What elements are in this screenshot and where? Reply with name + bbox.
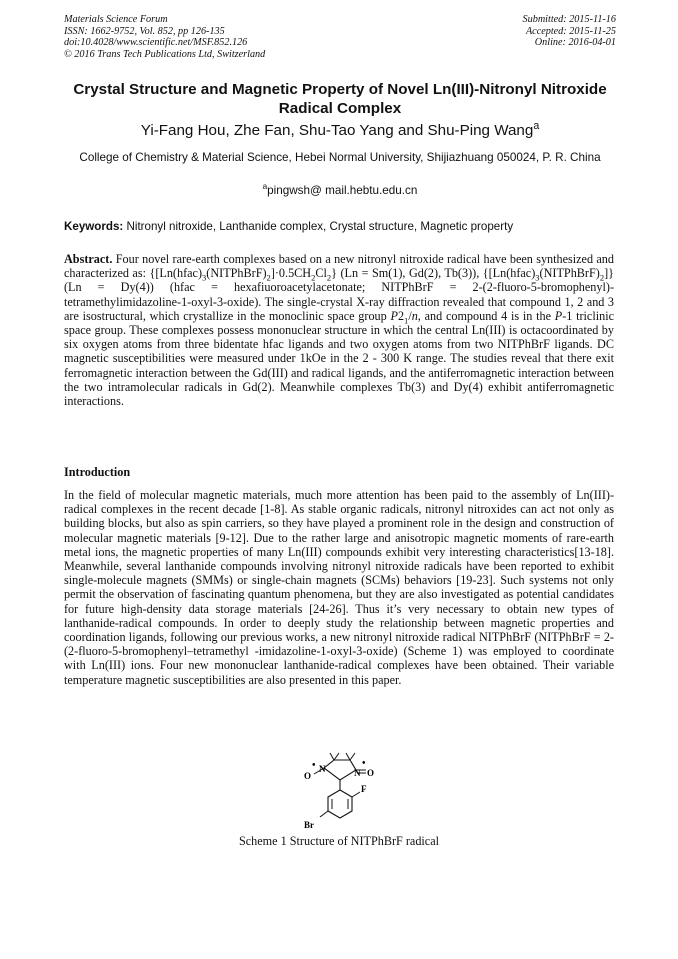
atom-o-right: O xyxy=(367,768,375,778)
abstract-text: ]·0.5CH xyxy=(270,266,312,281)
atom-n-left: N xyxy=(319,764,326,774)
scheme-caption: Scheme 1 Structure of NITPhBrF radical xyxy=(238,834,440,848)
section-heading-introduction: Introduction xyxy=(64,465,131,479)
atom-o-left: O xyxy=(304,771,312,781)
abstract-text: } (Ln = Sm(1), Gd(2), Tb(3)), {[Ln(hfac) xyxy=(331,266,536,281)
author-list xyxy=(64,119,616,139)
abstract-label: Abstract. xyxy=(64,252,113,266)
abstract-italic: P xyxy=(390,308,398,323)
abstract-text: Cl xyxy=(315,266,327,281)
abstract xyxy=(64,252,614,408)
subscript: 2 xyxy=(266,272,271,283)
abstract-italic: P xyxy=(554,308,563,323)
email-address: pingwsh@ mail.hebtu.edu.cn xyxy=(267,184,418,197)
affiliation: College of Chemistry & Material Science, Hebei Normal University, Shijiazhuang 050024, P. R. China xyxy=(79,151,601,164)
submitted-date: Submitted: 2015-11-16 xyxy=(522,14,616,25)
subscript: 2 xyxy=(599,272,605,283)
abstract-text: , and compound 4 is in the xyxy=(417,308,555,323)
corresponding-email xyxy=(64,184,616,197)
abstract-text: (NITPhBrF) xyxy=(539,266,600,281)
paper-title: Crystal Structure and Magnetic Property of Novel Ln(III)-Nitronyl Nitroxide Radical Complex xyxy=(73,81,607,117)
abstract-text: -1 triclinic space group. These complexes possess mononuclear structure in which the central Ln(III) is octacoordinated by six oxygen atoms from three bidentate hfac ligands and two oxygen atoms from two NITPhBrF ligands. DC magnetic susceptibilities were measured under 1kOe in the 2 - 300 K range. The studies reveal that there exit ferromagnetic interaction between the Gd(III) and radical ligands, and the antiferromagnetic interaction between the two intramolecular radicals in Gd(2). Meanwhile complexes Tb(3) and Dy(4) exhibit antiferromagnetic interactions. xyxy=(64,308,615,409)
keywords xyxy=(64,220,616,233)
journal-doi: doi:10.4028/www.scientific.net/MSF.852.126 xyxy=(64,37,248,49)
introduction-text: In the field of molecular magnetic materials, much more attention has been paid to the assembly of Ln(III)-radical complexes in the recent decade [1-8]. As stable organic radicals, nitronyl nitroxides can act not only as building blocks, but also as spin carriers, so they have played a prominent role in the design and construction of molecular magnetic materials [9-12]. Due to the rather large and anisotropic magnetic moments of rare-earth metal ions, the magnetic properties of many Ln(III) compounds exhibit very interesting characteristics[13-18]. Meanwhile, several lanthanide compounds involving nitronyl nitroxide radicals have been reported to exhibit single-molecule magnets (SMMs) or single-chain magnets (SCMs) behaviors [19-23]. Such systems not only permit the observation of fascinating quantum phenomena, but they are also investigated as potential candidates for future high-density data storage materials [24-26]. Thus it’s very necessary to obtain new types of lanthanide-radical compounds. In order to deeply study the relationship between magnetic properties and coordination ligands, following our previous works, a new nitronyl nitroxide radical NITPhBrF (NITPhBrF = 2-(2-fluoro-5-bromophenyl–tetramethyl -imidazoline-1-oxyl-3-oxide) (Scheme 1) was employed to coordinate with Ln(III) ions. Four new mononuclear lanthanide-radical complexes have been obtained. Their variable temperature magnetic susceptibilities are also presented in this paper. xyxy=(64,488,614,687)
keywords-text: Nitronyl nitroxide, Lanthanide complex, Crystal structure, Magnetic property xyxy=(123,220,514,233)
online-date: Online: 2016-04-01 xyxy=(534,37,616,49)
abstract-text: 2 xyxy=(397,308,405,323)
journal-issn: ISSN: 1662-9752, Vol. 852, pp 126-135 xyxy=(64,25,225,37)
accepted-date: Accepted: 2015-11-25 xyxy=(525,25,616,37)
author-affil-mark: a xyxy=(533,119,540,132)
journal-name: Materials Science Forum xyxy=(64,14,168,25)
abstract-text: ]}(Ln = Dy(4)) (hfac = hexafiuoroacetylacetonate; NITPhBrF = 2-(2-fluoro-5-bromophenyl)-tetramethylimidazoline-1-oxyl-3-oxide). The single-crystal X-ray diffraction revealed that compound 1, 2 and 3 are isostructural, which crystallize in the monoclinic space group xyxy=(64,266,614,323)
journal-header xyxy=(64,14,265,60)
subscript: 3 xyxy=(535,272,540,283)
radical-dot-left: • xyxy=(312,760,316,771)
atom-n-right: N xyxy=(354,768,361,778)
abstract-text: / xyxy=(408,308,412,323)
email-affil-mark: a xyxy=(262,182,268,192)
journal-copyright: © 2016 Trans Tech Publications Ltd, Switzerland xyxy=(64,48,266,60)
imidazoline-ring xyxy=(324,760,356,780)
atom-f: F xyxy=(361,784,367,794)
abstract-italic: n xyxy=(411,308,418,323)
radical-dot-right: • xyxy=(362,758,366,769)
subscript: 2 xyxy=(311,272,316,283)
author-names: Yi-Fang Hou, Zhe Fan, Shu-Tao Yang and Shu-Ping Wang xyxy=(140,122,534,139)
submission-dates xyxy=(523,14,616,49)
subscript: 1 xyxy=(404,315,409,326)
abstract-text: Four novel rare-earth complexes based on a new nitronyl nitroxide radical have been synthesized and characterized as: {[Ln(hfac) xyxy=(64,252,614,281)
keywords-label: Keywords: xyxy=(64,220,124,233)
subscript: 3 xyxy=(202,272,207,283)
scheme-structure-figure xyxy=(290,752,400,839)
subscript: 2 xyxy=(326,272,332,283)
abstract-text: (NITPhBrF) xyxy=(206,266,267,281)
atom-br: Br xyxy=(304,820,314,830)
